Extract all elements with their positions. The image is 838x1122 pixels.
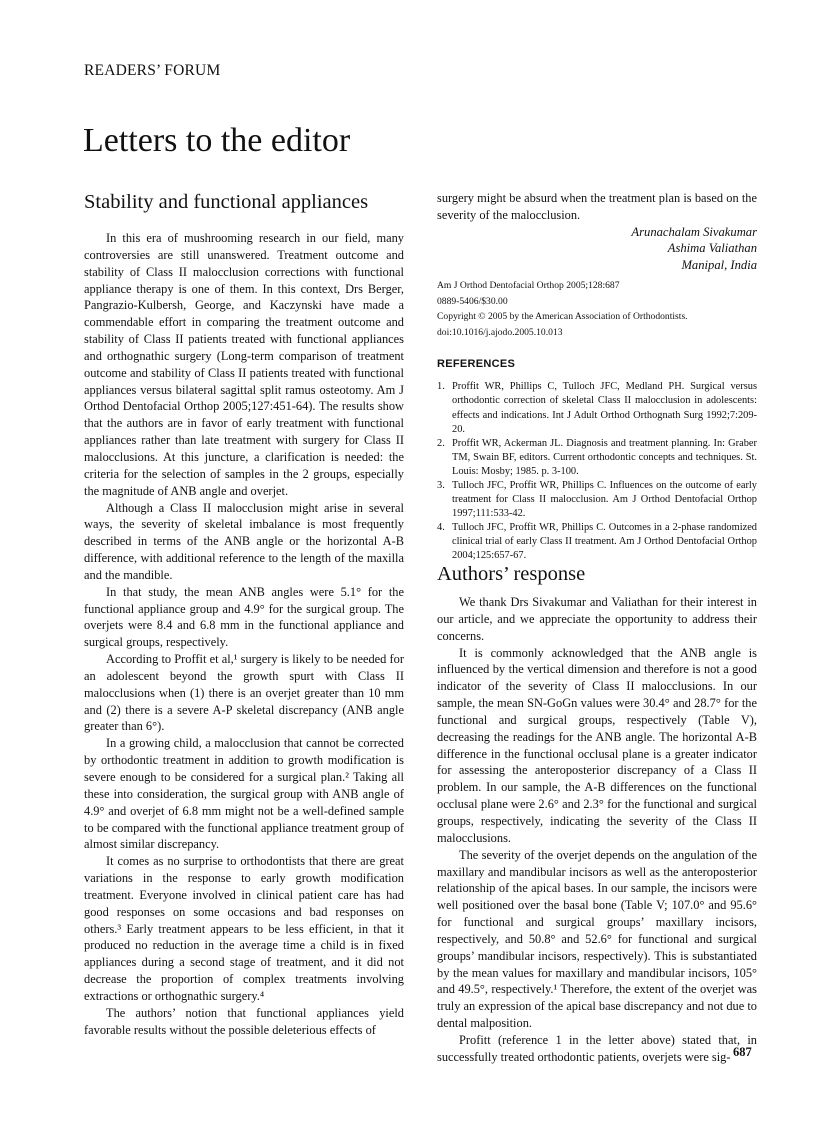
doi-link[interactable]: doi:10.1016/j.ajodo.2005.10.013 (437, 326, 563, 338)
author-location: Manipal, India (681, 257, 757, 272)
paragraph: The severity of the overjet depends on the angulation of the maxillary and mandibular incisors as well as the anteroposterior relationship of the apical bases. In our sample, the incisors were well positioned over the basal bone (Table V; 107.0° and 95.6° for functional and surgical groups’ maxillary incisors, respectively, and 50.8° and 52.6° for functional and surgical groups’ mandibular incisors, respectively). This is substantiated by the mean values for maxillary and mandibular incisors, 105° and 49.5°, respectively.¹ Therefore, the extent of the overjet was truly an expression of the apical base discrepancy and not due to dental malposition. (437, 847, 757, 1031)
section-label: READERS’ FORUM (84, 62, 221, 79)
reference-text: Proffit WR, Ackerman JL. Diagnosis and treatment planning. In: Graber TM, Swain BF, editors. Current orthodontic concepts and techniques. St. Louis: Mosby; 1985. p. 3-100. (452, 437, 757, 477)
paragraph: Profitt (reference 1 in the letter above) stated that, in successfully treated orthodontic patients, overjets were sig- (437, 1032, 757, 1064)
paragraph: According to Proffit et al,¹ surgery is likely to be needed for an adolescent beyond the growth spurt with Class II malocclusions when (1) there is an overjet greater than 10 mm and (2) there is a severe A-P skeletal discrepancy (ANB angle greater than 6°). (84, 652, 404, 734)
paragraph-continuation: surgery might be absurd when the treatment plan is based on the severity of the malocclusion. (437, 191, 757, 222)
references-heading: REFERENCES (437, 358, 516, 371)
page-title: Letters to the editor (83, 122, 351, 159)
reference-number: 1. (437, 381, 445, 393)
paragraph: In that study, the mean ANB angles were 5.1° for the functional appliance group and 4.9° for the surgical group. The overjets were 8.4 and 6.8 mm in the functional appliance and surgical groups, respectively. (84, 584, 404, 650)
author-name: Ashima Valiathan (667, 241, 757, 256)
citation-line: Am J Orthod Dentofacial Orthop 2005;128:687 (437, 280, 620, 292)
letter-body-left (84, 230, 404, 1039)
response-heading: Authors’ response (437, 563, 586, 585)
reference-text: Proffit WR, Phillips C, Tulloch JFC, Medland PH. Surgical versus orthodontic correction of skeletal Class II malocclusion in adolescents: effects and indications. Int J Adult Orthod Orthognath Surg 1992;7:209-20. (452, 381, 757, 435)
reference-item (437, 521, 757, 563)
author-name: Arunachalam Sivakumar (631, 224, 757, 239)
paragraph: In a growing child, a malocclusion that cannot be corrected by orthodontic treatment in addition to growth modification is severe enough to be considered for a surgical plan.² Taking all these into consideration, the surgical group with ANB angle of 4.9° and overjet of 6.8 mm might not be a well-defined sample to be compared with the functional appliance treatment group of almost similar discrepancy. (84, 736, 404, 852)
paragraph: Although a Class II malocclusion might arise in several ways, the severity of skeletal imbalance is most frequently described in terms of the ANB angle or the horizontal A-B difference, with additional reference to the length of the maxilla and the mandible. (84, 500, 404, 582)
reference-text: Tulloch JFC, Proffit WR, Phillips C. Outcomes in a 2-phase randomized clinical trial of early Class II treatment. Am J Orthod Dentofacial Orthop 2004;125:657-67. (452, 522, 757, 562)
paragraph: In this era of mushrooming research in our field, many controversies are still unanswered. Treatment outcome and stability of Class II malocclusion corrections with functional appliance therapy is one of them. In this context, Drs Berger, Pangrazio-Kulbersh, George, and Kaczynski have made a commendable effort in comparing the treatment outcome and stability of Class II patients treated with functional appliances and orthognathic surgery (Long-term comparison of treatment outcome and stability of Class II patients treated with functional appliances versus bilateral sagittal split ramus osteotomy. Am J Orthod Dentofacial Orthop 2005;127:451-64). The results show that the authors are in favor of early treatment with functional appliances rather than late treatment with surgery for Class II malocclusions. At this juncture, a clarification is needed: the criteria for the selection of samples in the 2 groups, especially the magnitude of ANB angle and overjet. (84, 231, 404, 498)
reference-item (437, 437, 757, 479)
paragraph: It comes as no surprise to orthodontists that there are great variations in the response to early growth modification treatment. Everyone involved in clinical patient care has had good responses on some occasions and bad responses on others.³ Early treatment appears to be less efficient, in that it produced no reduction in the average time a child is in fixed appliances during a second stage of treatment, and it did not decrease the proportion of complex treatments involving extractions or orthognathic surgery.⁴ (84, 854, 404, 1003)
references-list (437, 380, 757, 563)
reference-item (437, 380, 757, 436)
reference-item (437, 479, 757, 521)
citation-meta (437, 278, 757, 340)
page-number: 687 (733, 1045, 752, 1059)
reference-number: 3. (437, 479, 445, 491)
letter-body-right (437, 190, 757, 564)
signature (437, 224, 757, 274)
issn-line: 0889-5406/$30.00 (437, 295, 508, 307)
response-body (437, 594, 757, 1066)
reference-number: 2. (437, 437, 445, 449)
paragraph: We thank Drs Sivakumar and Valiathan for their interest in our article, and we appreciate the opportunity to address their concerns. (437, 595, 757, 643)
letter-heading: Stability and functional appliances (84, 191, 369, 213)
copyright-line: Copyright © 2005 by the American Association of Orthodontists. (437, 311, 688, 323)
paragraph: The authors’ notion that functional appliances yield favorable results without the possible deleterious effects of (84, 1005, 404, 1037)
reference-number: 4. (437, 522, 445, 534)
paragraph: It is commonly acknowledged that the ANB angle is influenced by the vertical dimension and therefore is not a good indicator of the severity of Class II malocclusions. In our sample, the mean SN-GoGn values were 30.4° and 28.7° for the functional and surgical groups, respectively (Table V), decreasing the readings for the ANB angle. The horizontal A-B difference in the functional occlusal plane is a greater indicator for assessing the anteroposterior discrepancy of a Class II problem. In our sample, the A-B differences on the functional occlusal plane were 2.6° and 2.3° for the functional and surgical groups, respectively, indicating the severity of the Class II malocclusions. (437, 645, 757, 845)
reference-text: Tulloch JFC, Proffit WR, Phillips C. Influences on the outcome of early treatment for Class II malocclusion. Am J Orthod Dentofacial Orthop 1997;111:533-42. (452, 479, 757, 520)
